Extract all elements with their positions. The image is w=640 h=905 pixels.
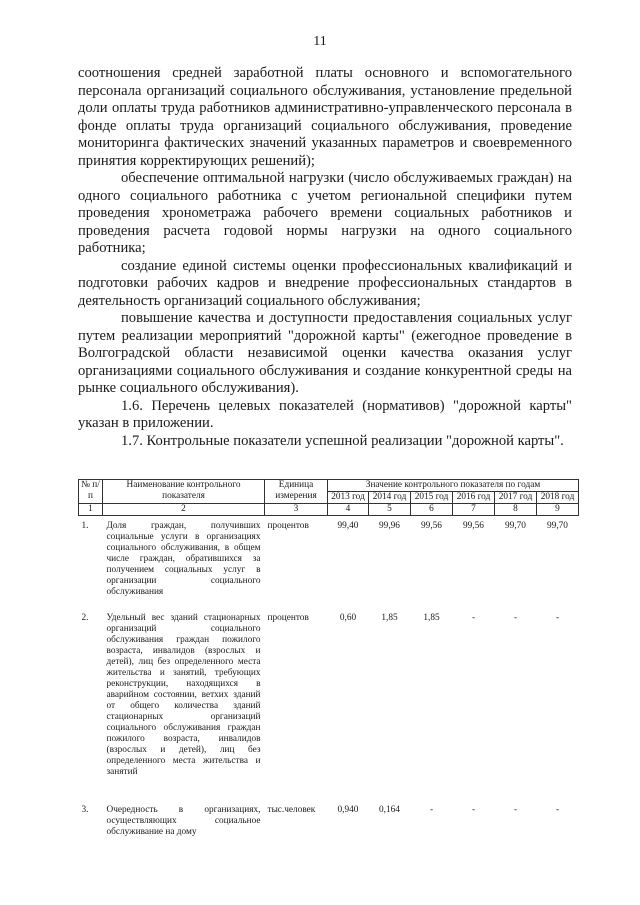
value-2017: -: [513, 612, 518, 623]
table-row: [79, 608, 579, 800]
paragraph-5: 1.6. Перечень целевых показателей (нормативов) "дорожной карты" указан в приложении.: [78, 397, 572, 431]
table-row: [79, 516, 579, 608]
value-2013: 0,60: [339, 612, 357, 623]
col-number: 2: [103, 504, 265, 516]
value-2014: 0,164: [379, 804, 400, 815]
value-2016: 99,56: [463, 521, 484, 531]
header-year-2017: 2017 год: [495, 492, 537, 504]
col-number: 1: [79, 504, 103, 516]
row-number: 1.: [81, 521, 89, 531]
paragraph-1: соотношения средней заработной платы основного и вспомогательного персонала организаций социального обслуживания, установление предельной доли оплаты труда работников административно-управленческого персонала в фонде оплаты труда организаций социального обслуживания, проведение мониторинга фактических значений указанных параметров и своевременного принятия корректирующих решений);: [78, 65, 572, 169]
row-number: 2.: [81, 612, 89, 623]
paragraph-3: создание единой системы оценки профессиональных квалификаций и подготовки рабочих кадров и внедрение профессиональных стандартов в деятельность организаций социального обслуживания;: [78, 257, 572, 309]
header-year-2013: 2013 год: [328, 492, 369, 504]
indicator-name: Доля граждан, получивших социальные услуги в организациях социального обслуживания, в общем числе граждан, обратившихся за получением социальных услуг в организации социального обслуживания: [106, 521, 261, 597]
indicator-name: Удельный вес зданий стационарных организаций социального обслуживания граждан пожилого возраста, инвалидов (взрослых и детей), лиц без определенного места жительства и занятий, требующих реконструкции, находящихся в аварийном состоянии, ветхих зданий от общего количества зданий стационарных организаций социального обслуживания граждан пожилого возраста, инвалидов (взрослых и детей), лиц без определенного места жительства и занятий: [106, 612, 261, 777]
body-text: [78, 65, 572, 450]
value-2013: 99,40: [337, 521, 359, 531]
paragraph-2: обеспечение оптимальной нагрузки (число обслуживаемых граждан) на одного социального работника с учетом региональной специфики путем проведения хронометража рабочего времени социальных работников и проведения расчета годовой нормы нагрузки на одного социального работника;: [78, 170, 572, 256]
header-no: № п/п: [79, 480, 103, 504]
value-2016: -: [471, 804, 476, 815]
indicator-name: Очередность в организациях, осуществляющих социальное обслуживание на дому: [106, 804, 261, 837]
indicator-unit: процентов: [267, 612, 309, 623]
col-number: 8: [495, 504, 537, 516]
header-name: Наименование контрольного показателя: [103, 480, 265, 504]
paragraph-4: повышение качества и доступности предоставления социальных услуг путем реализации мероприятий "дорожной карты" (ежегодное проведение в Волгоградской области независимой оценки качества оказания услуг организациями социального обслуживания и создание конкурентной среды на рынке социального обслуживания).: [78, 310, 572, 396]
table-row: [79, 800, 579, 838]
value-2013: 0,940: [337, 804, 359, 815]
page-number: 11: [313, 34, 327, 49]
col-number: 3: [265, 504, 328, 516]
header-unit: Единица измерения: [265, 480, 328, 504]
col-number: 5: [369, 504, 411, 516]
header-year-2015: 2015 год: [411, 492, 453, 504]
indicator-unit: тыс.человек: [267, 804, 316, 815]
header-year-2016: 2016 год: [453, 492, 495, 504]
value-2015: 1,85: [423, 612, 440, 623]
header-year-2018: 2018 год: [537, 492, 579, 504]
col-number: 6: [411, 504, 453, 516]
row-number: 3.: [81, 804, 89, 815]
value-2015: 99,56: [421, 521, 442, 531]
value-2018: -: [555, 804, 560, 815]
value-2014: 99,96: [379, 521, 400, 531]
col-number: 4: [328, 504, 369, 516]
value-2017: -: [513, 804, 518, 815]
indicator-unit: процентов: [267, 521, 309, 531]
value-2014: 1,85: [381, 612, 398, 623]
paragraph-6: 1.7. Контрольные показатели успешной реализации "дорожной карты".: [121, 432, 564, 449]
value-2018: 99,70: [547, 521, 568, 531]
header-year-2014: 2014 год: [369, 492, 411, 504]
col-number: 7: [453, 504, 495, 516]
value-2016: -: [471, 612, 476, 623]
value-2015: -: [429, 804, 434, 815]
col-number: 9: [537, 504, 579, 516]
control-indicators-table: [78, 479, 579, 838]
header-values-group: Значение контрольного показателя по годам: [328, 480, 579, 492]
value-2017: 99,70: [505, 521, 526, 531]
column-number-row: [79, 504, 579, 516]
value-2018: -: [555, 612, 560, 623]
